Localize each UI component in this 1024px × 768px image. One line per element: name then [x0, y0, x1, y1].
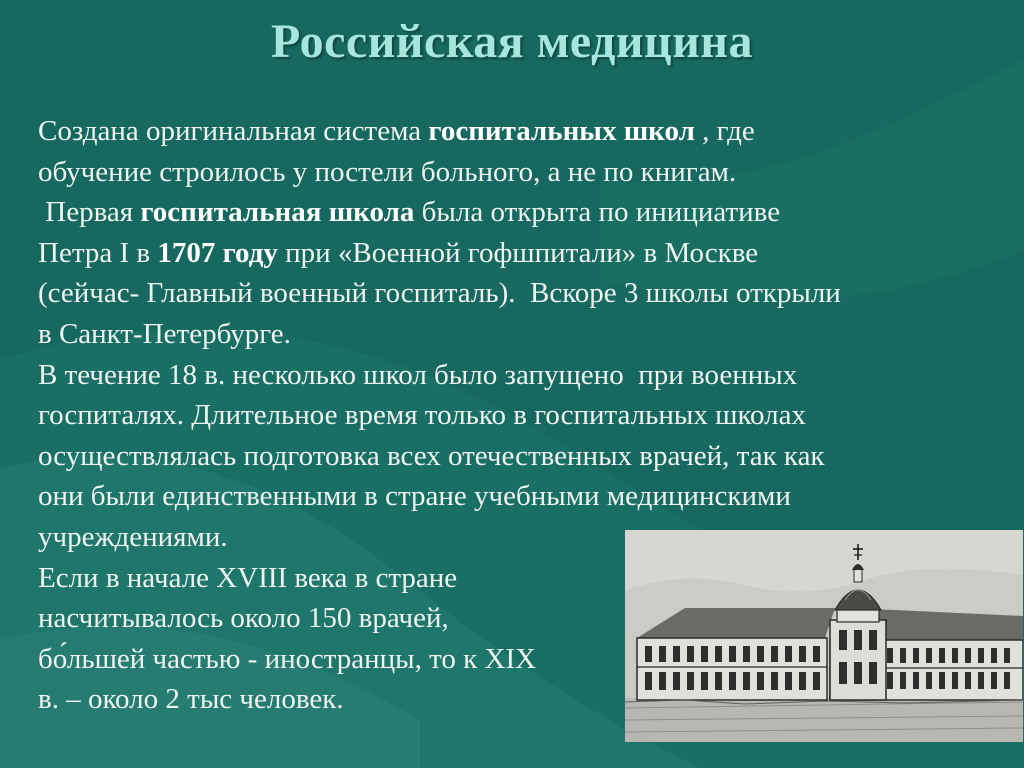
text-line: в. – около 2 тыс человек.	[38, 683, 344, 716]
hospital-building-illustration	[625, 530, 1023, 742]
text-line: обучение строилось у постели больного, а не по книгам.	[38, 155, 737, 188]
hospital-building-icon	[625, 530, 1023, 742]
slide-title: Российская медицина	[270, 15, 754, 68]
text-line: Первая госпитальная школа была открыта по инициативе	[38, 196, 781, 229]
text-line: Создана оригинальная система госпитальных школ , где	[38, 115, 755, 147]
text-line: учреждениями.	[38, 520, 228, 553]
text-line: бо́льшей частью - иностранцы, то к XIX	[38, 642, 537, 675]
text-line: (сейчас- Главный военный госпиталь). Вскоре 3 школы открыли	[38, 277, 841, 310]
text-line: осуществлялась подготовка всех отечественных врачей, так как	[38, 439, 825, 472]
text-line: в Санкт-Петербурге.	[38, 317, 291, 350]
text-line: насчитывалось около 150 врачей,	[38, 602, 449, 635]
text-line: Если в начале XVIII века в стране	[38, 561, 458, 594]
text-line: они были единственными в стране учебными медицинскими	[38, 480, 791, 513]
text-line: госпиталях. Длительное время только в госпитальных школах	[38, 399, 807, 432]
text-line: В течение 18 в. несколько школ было запущено при военных	[38, 358, 798, 391]
text-line: Петра I в 1707 году при «Военной гофшпитали» в Москве	[38, 236, 759, 269]
